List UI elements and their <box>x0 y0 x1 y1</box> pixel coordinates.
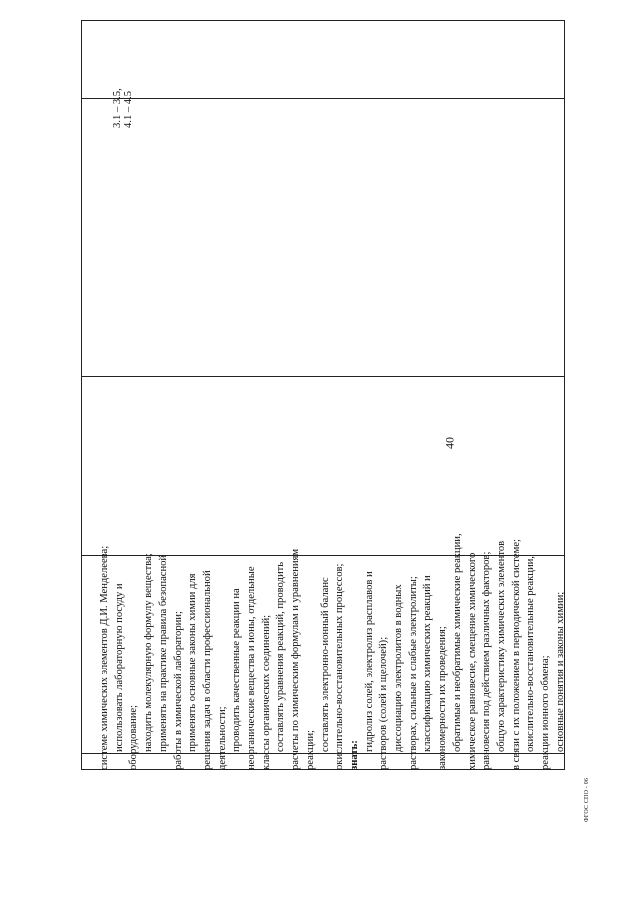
competency-line: применять на практике правила безопасной <box>157 554 169 752</box>
competency-line: использовать лабораторную посуду и <box>113 583 125 752</box>
competency-line: в связи с их положением в периодической системе; <box>510 539 522 770</box>
competency-line: составлять электронно-ионный баланс <box>319 577 331 752</box>
competency-line: классификацию химических реакций и <box>422 575 434 752</box>
competency-line: классы органических соединений; <box>260 614 272 770</box>
document-code: ФГОС СПО - 06 <box>584 777 590 823</box>
competency-line: закономерности их проведения; <box>437 626 449 770</box>
competency-line: диссоциацию электролитов в водных <box>393 584 405 752</box>
competency-line: проводить качественные реакции на <box>231 588 243 752</box>
competency-line: реакции ионного обмена; <box>540 655 552 770</box>
column-divider <box>81 376 565 377</box>
competency-line: основные понятия и законы химии; <box>554 591 566 752</box>
competency-line: деятельности; <box>216 706 228 770</box>
competency-line: реакции; <box>304 730 316 770</box>
competency-line: оборудование; <box>128 704 140 770</box>
competency-line: решения задач в области профессиональной <box>201 570 213 770</box>
competency-line: обратимые и необратимые химические реакции, <box>451 533 463 752</box>
competency-refs <box>112 88 134 128</box>
page-number: 40 <box>442 437 457 449</box>
competency-cell <box>98 480 569 770</box>
competency-line: окислительно-восстановительные реакции, <box>525 556 537 752</box>
competency-line: равновесия под действием различных факторов; <box>481 551 493 770</box>
competency-list <box>98 480 569 770</box>
competency-line: расчеты по химическим формулам и уравнениям <box>290 548 302 770</box>
competency-line: общую характеристику химических элементов <box>495 540 507 752</box>
competency-line: окислительно-восстановительных процессов; <box>334 563 346 770</box>
competency-line: работы в химической лаборатории; <box>172 611 184 770</box>
competency-ref: 3.1 – 3.5, <box>112 88 123 128</box>
column-divider <box>81 98 565 99</box>
competency-line: находить молекулярную формулу вещества; <box>143 553 155 752</box>
competency-line: растворах, сильные и слабые электролиты; <box>407 576 419 770</box>
competency-line: составлять уравнения реакций, проводить <box>275 561 287 752</box>
competency-line: гидролиз солей, электролиз расплавов и <box>363 571 375 752</box>
competency-line: применять основные законы химии для <box>187 573 199 752</box>
section-heading: знать: <box>348 740 360 770</box>
competency-ref: 4.1 – 4.5 <box>123 90 134 128</box>
competency-line: системе химических элементов Д.И. Менделеева; <box>99 545 110 770</box>
competency-line: растворов (солей и щелочей); <box>378 636 390 770</box>
competency-line: химическое равновесие, смещение химического <box>466 552 478 770</box>
competency-line: неорганические вещества и ионы, отдельные <box>246 566 258 770</box>
